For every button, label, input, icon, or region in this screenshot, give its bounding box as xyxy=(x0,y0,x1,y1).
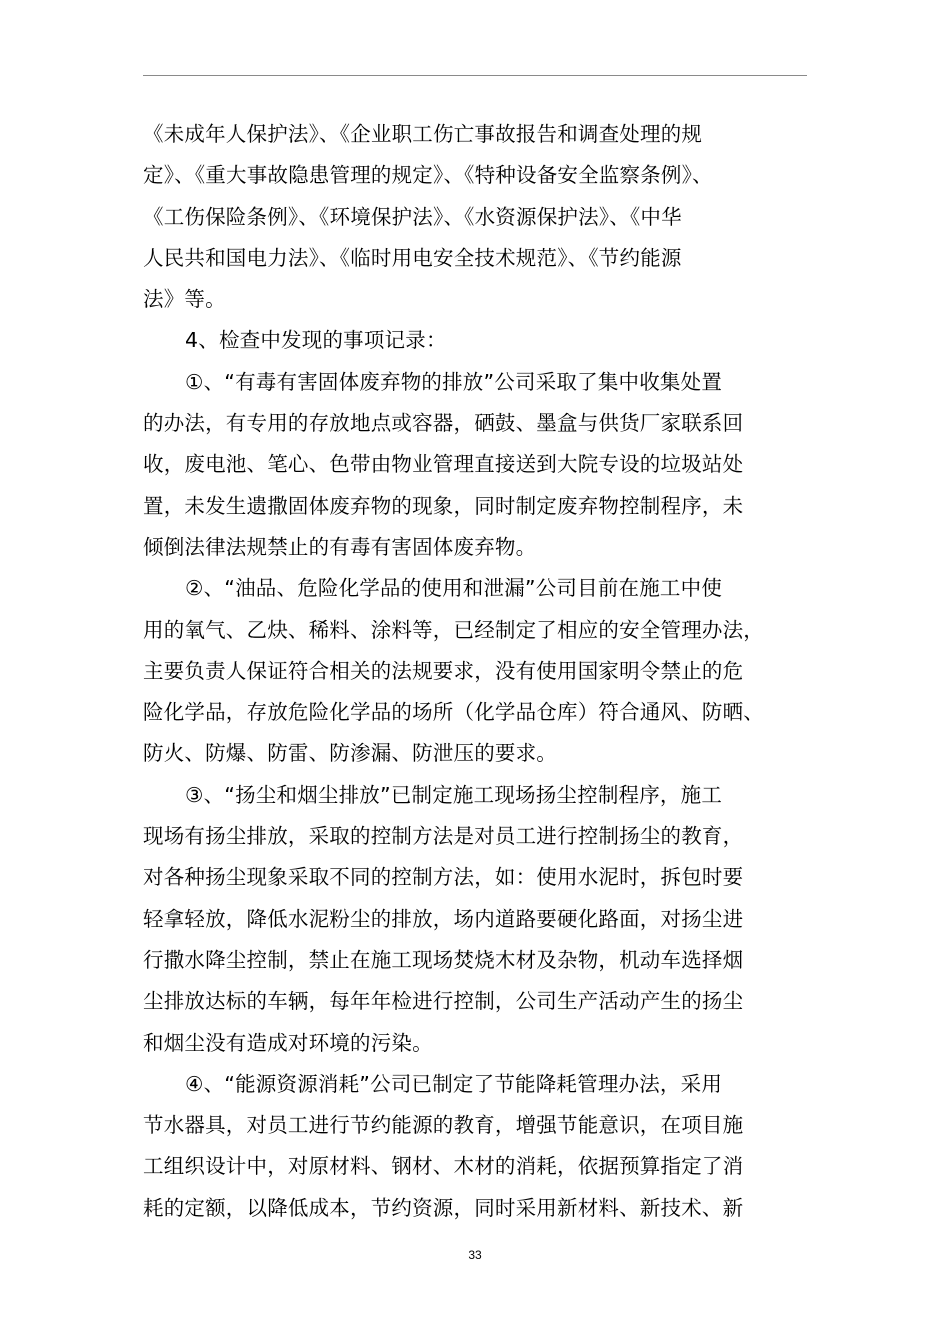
text-line: 险化学品，存放危险化学品的场所（化学品仓库）符合通风、防晒、 xyxy=(143,700,764,725)
text-line: ③、“扬尘和烟尘排放”已制定施工现场扬尘控制程序，施工 xyxy=(185,782,723,807)
text-line: 耗的定额，以降低成本，节约资源，同时采用新材料、新技术、新 xyxy=(143,1195,744,1220)
text-line: 主要负责人保证符合相关的法规要求，没有使用国家明令禁止的危 xyxy=(143,658,744,683)
text-line: 节水器具，对员工进行节约能源的教育，增强节能意识，在项目施 xyxy=(143,1113,744,1138)
text-line: 收，废电池、笔心、色带由物业管理直接送到大院专设的垃圾站处 xyxy=(143,452,744,477)
text-line: 行撒水降尘控制，禁止在施工现场焚烧木材及杂物，机动车选择烟 xyxy=(143,947,744,972)
text-line: 工组织设计中，对原材料、钢材、木材的消耗，依据预算指定了消 xyxy=(143,1154,744,1179)
text-line: 人民共和国电力法》、《临时用电安全技术规范》、《节约能源 xyxy=(143,245,682,270)
text-line: 轻拿轻放，降低水泥粉尘的排放，场内道路要硬化路面，对扬尘进 xyxy=(143,906,744,931)
text-line: 的办法，有专用的存放地点或容器，硒鼓、墨盒与供货厂家联系回 xyxy=(143,411,744,436)
text-line: ④、“能源资源消耗”公司已制定了节能降耗管理办法，采用 xyxy=(185,1071,723,1096)
text-line: 尘排放达标的车辆，每年年检进行控制，公司生产活动产生的扬尘 xyxy=(143,989,744,1014)
text-line: 防火、防爆、防雷、防渗漏、防泄压的要求。 xyxy=(143,741,557,766)
document-body xyxy=(143,114,809,1229)
text-line: 定》、《重大事故隐患管理的规定》、《特种设备安全监察条例》、 xyxy=(143,163,713,188)
text-line: 倾倒法律法规禁止的有毒有害固体废弃物。 xyxy=(143,534,537,559)
text-line: 《未成年人保护法》、《企业职工伤亡事故报告和调查处理的规 xyxy=(143,122,703,146)
text-line: ②、“油品、危险化学品的使用和泄漏”公司目前在施工中使 xyxy=(185,576,723,601)
text-line: 置，未发生遗撒固体废弃物的现象，同时制定废弃物控制程序，未 xyxy=(143,493,744,518)
page-number: 33 xyxy=(468,1248,482,1262)
text-line: 对各种扬尘现象采取不同的控制方法，如：使用水泥时，拆包时要 xyxy=(143,865,744,890)
header-rule xyxy=(143,75,807,76)
text-line: 法》等。 xyxy=(143,287,226,312)
text-line: 现场有扬尘排放，采取的控制方法是对员工进行控制扬尘的教育， xyxy=(143,824,744,849)
text-line: 4、检查中发现的事项记录： xyxy=(185,328,447,353)
text-line: ①、“有毒有害固体废弃物的排放”公司采取了集中收集处置 xyxy=(185,369,723,394)
text-line: 用的氧气、乙炔、稀料、涂料等，已经制定了相应的安全管理办法， xyxy=(143,617,764,642)
text-line: 和烟尘没有造成对环境的污染。 xyxy=(143,1030,433,1055)
text-line: 《工伤保险条例》、《环境保护法》、《水资源保护法》、《中华 xyxy=(143,204,682,229)
